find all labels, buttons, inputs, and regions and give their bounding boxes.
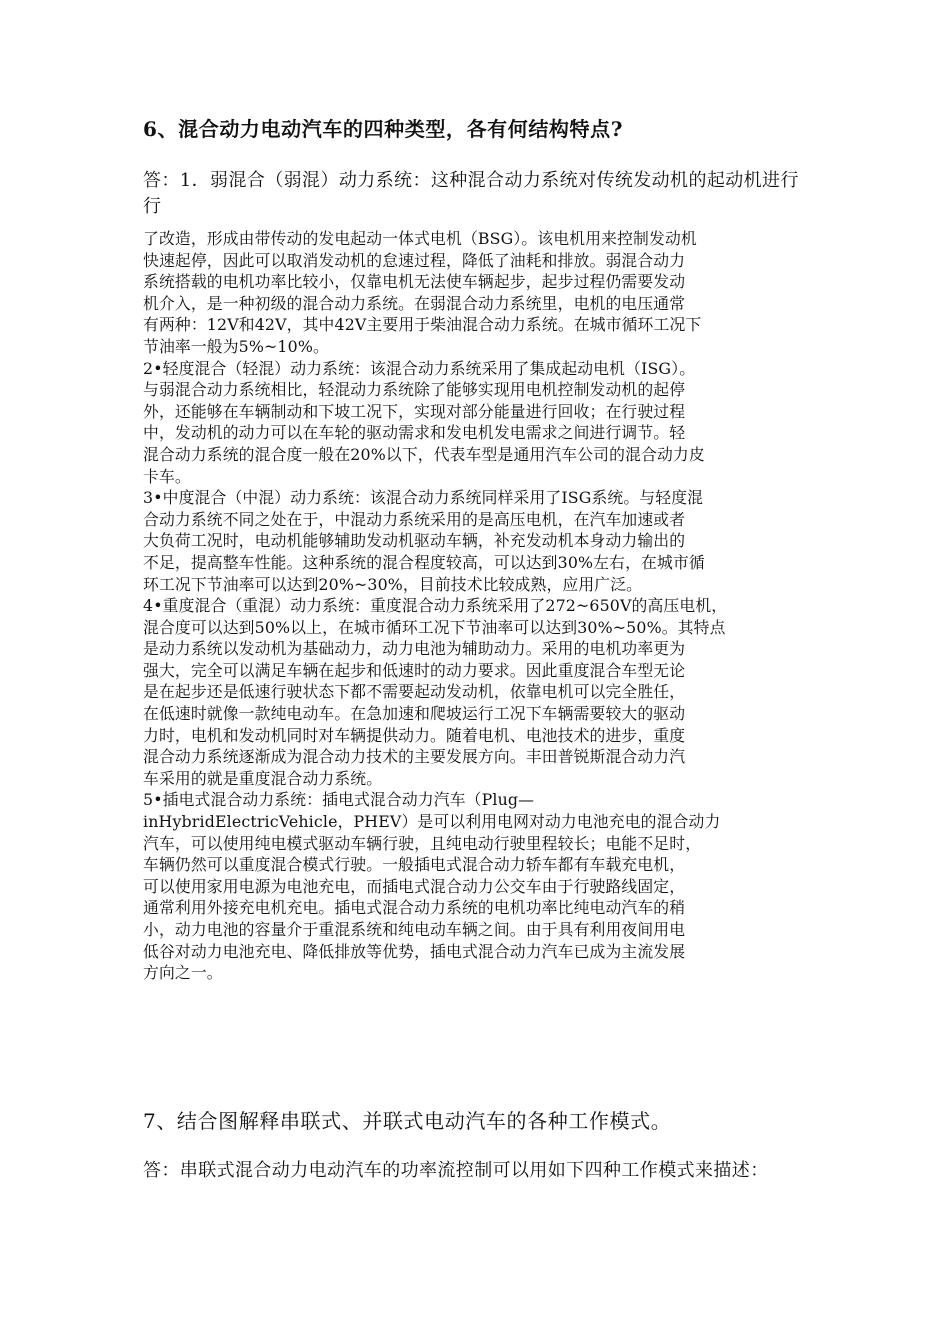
answer-line: 3•中度混合（中混）动力系统：该混合动力系统同样采用了ISG系统。与轻度混 [143,488,704,508]
answer-line: 中，发动机的动力可以在车轮的驱动需求和发电机发电需求之间进行调节。轻 [143,423,686,443]
question-6-title: 6、混合动力电动汽车的四种类型，各有何结构特点? [143,117,624,141]
answer-line: 2•轻度混合（轻混）动力系统：该混合动力系统采用了集成起动电机（ISG）。 [143,358,696,378]
answer-line: 环工况下节油率可以达到20%~30%，目前技术比较成熟，应用广泛。 [143,574,643,594]
question-7-answer-lead: 答：串联式混合动力电动汽车的功率流控制可以用如下四种工作模式来描述： [143,1160,769,1181]
question-7-title: 7、结合图解释串联式、并联式电动汽车的各种工作模式。 [143,1109,672,1133]
answer-line: 大负荷工况时，电动机能够辅助发动机驱动车辆，补充发动机本身动力输出的 [143,531,686,551]
answer-line: 强大，完全可以满足车辆在起步和低速时的动力要求。因此重度混合车型无论 [143,660,686,680]
answer-line: 了改造，形成由带传动的发电起动一体式电机（BSG）。该电机用来控制发动机 [143,229,697,248]
answer-line: inHybridElectricVehicle，PHEV）是可以利用电网对动力电池充电的混合动力 [143,812,721,832]
answer-line: 节油率一般为5%~10%。 [143,336,329,356]
answer-line: 与弱混合动力系统相比，轻混动力系统除了能够实现用电机控制发动机的起停 [143,380,686,400]
answer-line: 4•重度混合（重混）动力系统：重度混合动力系统采用了272~650V的高压电机， [143,596,728,616]
answer-line: 力时，电机和发动机同时对车辆提供动力。随着电机、电池技术的进步，重度 [143,725,686,745]
answer-line: 有两种：12V和42V，其中42V主要用于柴油混合动力系统。在城市循环工况下 [143,315,702,335]
answer-line: 不足，提高整车性能。这种系统的混合程度较高，可以达到30%左右，在城市循 [143,552,705,572]
answer-line: 快速起停，因此可以取消发动机的怠速过程，降低了油耗和排放。弱混合动力 [143,250,686,270]
answer-lead-line: 答：1．弱混合（弱混）动力系统：这种混合动力系统对传统发动机的起动机进行 [143,170,799,191]
answer-line: 外，还能够在车辆制动和下坡工况下，实现对部分能量进行回收；在行驶过程 [143,401,686,421]
answer-line: 是动力系统以发动机为基础动力，动力电池为辅助动力。采用的电机功率更为 [143,639,686,659]
answer-line: 混合动力系统的混合度一般在20%以下，代表车型是通用汽车公司的混合动力皮 [143,444,705,464]
answer-line: 小，动力电池的容量介于重混系统和纯电动车辆之间。由于具有利用夜间用电 [143,920,686,939]
answer-line: 通常利用外接充电机充电。插电式混合动力系统的电机功率比纯电动汽车的稍 [143,898,686,918]
answer-line: 系统搭载的电机功率比较小，仅靠电机无法使车辆起步，起步过程仍需要发动 [143,272,686,292]
question-6-answer-body [143,228,813,984]
answer-line: 汽车，可以使用纯电模式驱动车辆行驶，且纯电动行驶里程较长；电能不足时， [143,833,702,853]
answer-line: 在低速时就像一款纯电动车。在急加速和爬坡运行工况下车辆需要较大的驱动 [143,704,686,724]
answer-line: 车辆仍然可以重度混合模式行驶。一般插电式混合动力轿车都有车载充电机， [143,855,686,875]
answer-line: 车采用的就是重度混合动力系统。 [143,768,383,788]
answer-line: 混合度可以达到50%以上，在城市循环工况下节油率可以达到30%~50%。其特点 [143,617,726,637]
answer-line: 是在起步还是低速行驶状态下都不需要起动发动机，依靠电机可以完全胜任， [143,682,686,702]
answer-line: 机介入，是一种初级的混合动力系统。在弱混合动力系统里，电机的电压通常 [143,293,686,313]
answer-line: 合动力系统不同之处在于，中混动力系统采用的是高压电机，在汽车加速或者 [143,509,686,529]
answer-line: 方向之一。 [143,963,223,983]
answer-line: 卡车。 [143,466,191,486]
question-6-answer-lead [143,168,823,220]
answer-line: 5•插电式混合动力系统：插电式混合动力汽车（Plug— [143,790,535,810]
answer-line: 混合动力系统逐渐成为混合动力技术的主要发展方向。丰田普锐斯混合动力汽 [143,747,686,767]
answer-line: 低谷对动力电池充电、降低排放等优势，插电式混合动力汽车已成为主流发展 [143,941,686,961]
answer-line: 可以使用家用电源为电池充电，而插电式混合动力公交车由于行驶路线固定， [143,876,686,896]
answer-lead-continuation: 行 [143,196,162,217]
